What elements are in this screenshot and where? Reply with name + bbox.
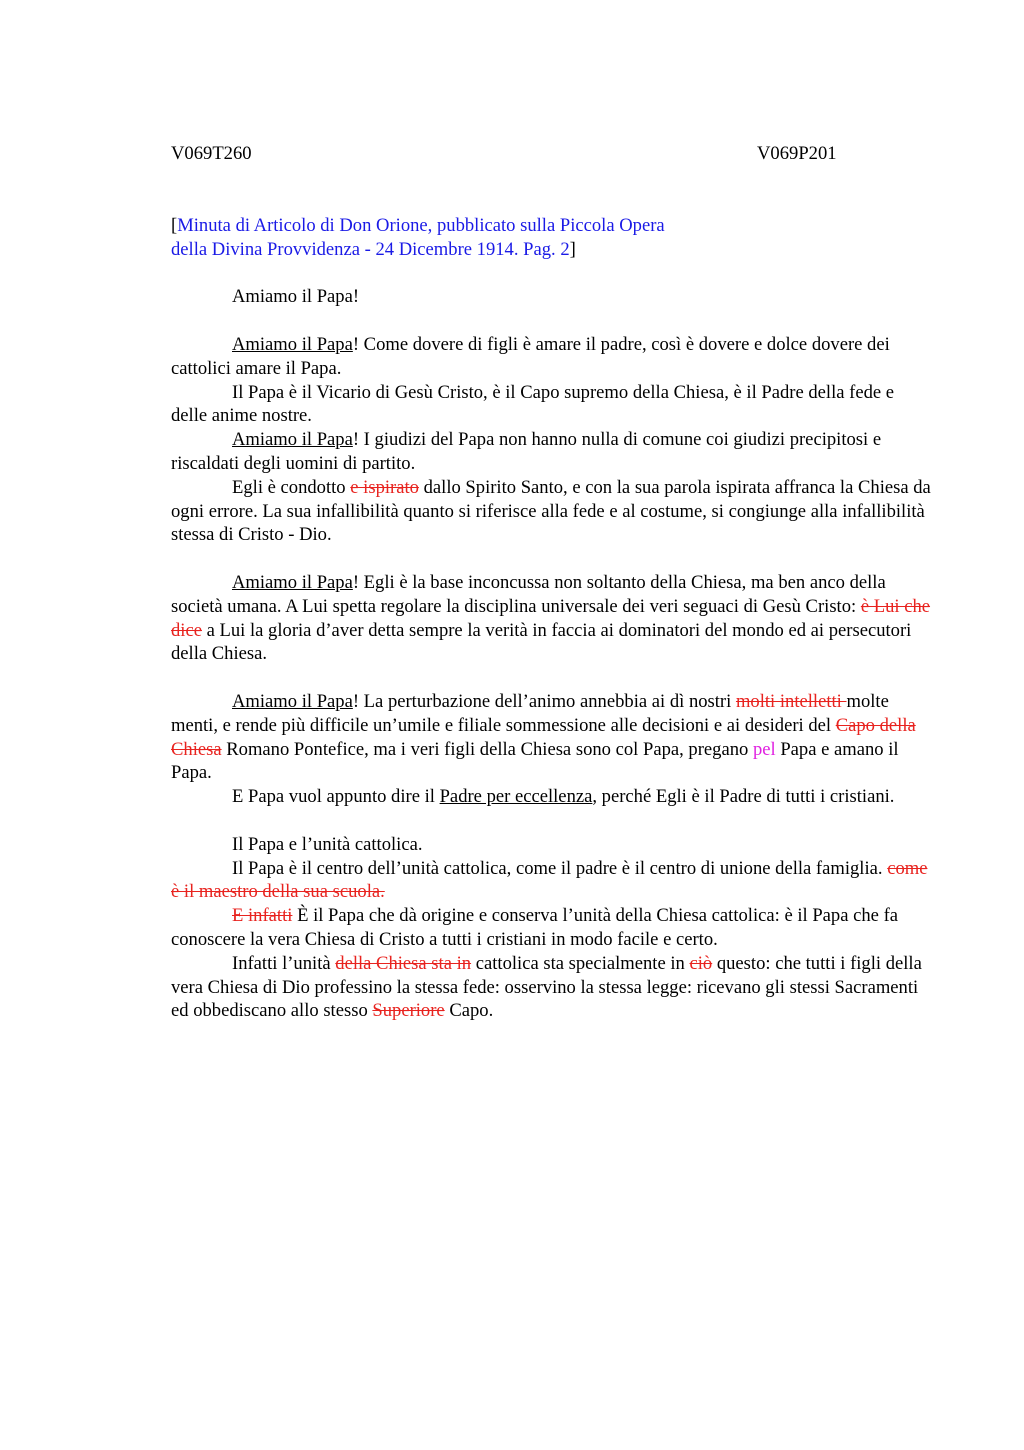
paragraph-8-text-a: Il Papa è il centro dell’unità cattolica, come il padre è il centro di unione della famiglia. bbox=[232, 857, 888, 879]
volume-text-code: V069T260 bbox=[171, 143, 252, 164]
refrain-underlined: Amiamo il Papa bbox=[232, 571, 353, 593]
paragraph-5-text-a: ! Egli è la base inconcussa non soltanto della Chiesa, ma ben anco della società umana. A Lui spetta regolare la disciplina universale dei veri seguaci di Gesù Cristo: bbox=[171, 571, 886, 617]
deleted-text: Superiore bbox=[372, 1000, 445, 1022]
paragraph-6-text-d: Papa e amano il Papa. bbox=[171, 738, 899, 784]
paragraph-6 bbox=[171, 690, 931, 785]
deleted-text: Capo della Chiesa bbox=[171, 714, 916, 760]
volume-page-code: V069P201 bbox=[757, 143, 837, 164]
paragraph-6-text-c: Romano Pontefice, ma i veri figli della Chiesa sono col Papa, pregano bbox=[221, 738, 753, 760]
inserted-text: pel bbox=[752, 738, 776, 760]
editorial-note-line2: della Divina Provvidenza - 24 Dicembre 1914. Pag. 2 bbox=[171, 238, 570, 260]
deleted-text: come è il maestro della sua scuola. bbox=[171, 857, 928, 903]
underlined-phrase: Padre per eccellenza bbox=[439, 786, 593, 808]
deleted-text: e ispirato bbox=[350, 476, 419, 498]
paragraph-1 bbox=[171, 333, 931, 381]
paragraph-10-text-a: Infatti l’unità bbox=[232, 952, 336, 974]
paragraph-5-text-b: a Lui la gloria d’aver detta sempre la verità in faccia ai dominatori del mondo ed ai persecutori della Chiesa. bbox=[171, 619, 912, 665]
paragraph-5 bbox=[171, 571, 931, 666]
paragraph-6-text-b: molte menti, e rende più difficile un’umile e filiale sommessione alle decisioni e ai desideri del bbox=[171, 690, 889, 736]
paragraph-4-text-b: dallo Spirito Santo, e con la sua parola ispirata affranca la Chiesa da ogni errore. La sua infallibilità quanto si riferisce alla fede e al costume, si congiunge alla infallibilità stessa di Cristo - Dio. bbox=[171, 476, 931, 546]
deleted-text: della Chiesa sta in bbox=[335, 952, 472, 974]
refrain-underlined: Amiamo il Papa bbox=[232, 333, 353, 355]
paragraph-10-text-b: cattolica sta specialmente in bbox=[471, 952, 690, 974]
paragraph-8 bbox=[171, 857, 931, 905]
paragraph-4 bbox=[171, 476, 931, 547]
paragraph-6-text-a: ! La perturbazione dell’animo annebbia ai dì nostri bbox=[352, 690, 736, 712]
deleted-text: molti intelletti bbox=[735, 690, 847, 712]
paragraph-9-text: È il Papa che dà origine e conserva l’unità della Chiesa cattolica: è il Papa che fa conoscere la vera Chiesa di Cristo a tutti i cristiani in modo facile e certo. bbox=[171, 905, 899, 950]
paragraph-3 bbox=[171, 428, 931, 476]
paragraph-4-text-a: Egli è condotto bbox=[232, 476, 351, 498]
bracket-open: [ bbox=[171, 215, 178, 236]
editorial-note bbox=[171, 214, 931, 262]
paragraph-1-text: ! Come dovere di figli è amare il padre, così è dovere e dolce dovere dei cattolici amare il Papa. bbox=[171, 333, 890, 379]
paragraph-7 bbox=[171, 785, 931, 809]
paragraph-7-text-a: E Papa vuol appunto dire il bbox=[232, 786, 440, 808]
paragraph-10-text-c: questo: che tutti i figli della vera Chiesa di Dio professino la stessa fede: osservino la stessa legge: ricevano gli stessi Sacramenti ed obbediscano allo stesso bbox=[171, 952, 922, 1022]
paragraph-7-text-b: , perché Egli è il Padre di tutti i cristiani. bbox=[592, 786, 895, 808]
document-page bbox=[171, 142, 931, 1023]
paragraph-2: Il Papa è il Vicario di Gesù Cristo, è il Capo supremo della Chiesa, è il Padre della fede e delle anime nostre. bbox=[171, 381, 895, 427]
editorial-note-line1: Minuta di Articolo di Don Orione, pubblicato sulla Piccola Opera bbox=[177, 215, 665, 236]
bracket-close: ] bbox=[569, 238, 576, 260]
paragraph-3-text: ! I giudizi del Papa non hanno nulla di comune coi giudizi precipitosi e riscaldati degli uomini di partito. bbox=[171, 429, 882, 474]
paragraph-9 bbox=[171, 904, 931, 952]
article-title: Amiamo il Papa! bbox=[232, 286, 360, 308]
deleted-text: ciò bbox=[689, 952, 713, 974]
paragraph-10-text-d: Capo. bbox=[444, 1000, 494, 1022]
document-header bbox=[171, 142, 931, 166]
refrain-underlined: Amiamo il Papa bbox=[232, 429, 353, 451]
deleted-text: è Lui che dice bbox=[171, 595, 931, 641]
paragraph-10 bbox=[171, 952, 931, 1023]
section-title: Il Papa e l’unità cattolica. bbox=[232, 833, 423, 855]
deleted-text: E infatti bbox=[232, 905, 293, 927]
refrain-underlined: Amiamo il Papa bbox=[232, 690, 353, 712]
